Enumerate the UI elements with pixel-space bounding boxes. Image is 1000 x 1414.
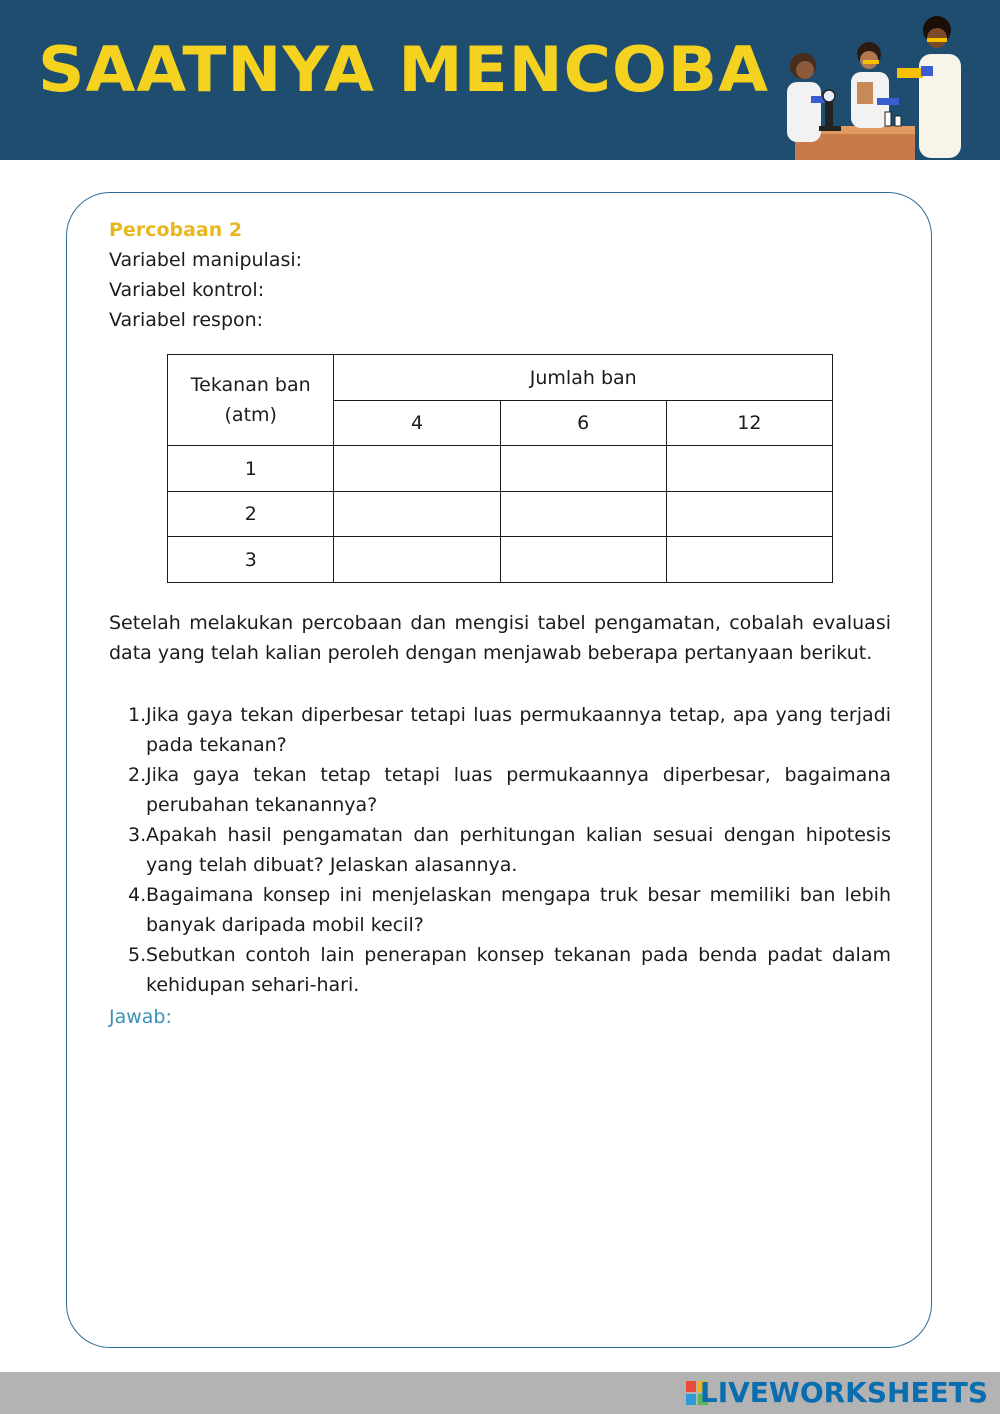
answer-cell[interactable] [666, 537, 832, 583]
table-row [168, 492, 833, 537]
answer-cell[interactable] [500, 492, 666, 537]
column-header: 6 [500, 401, 666, 446]
table-row [168, 537, 833, 583]
instructions-paragraph: Setelah melakukan percobaan dan mengisi tabel pengamatan, cobalah evaluasi data yang telah kalian peroleh dengan menjawab beberapa pertanyaan berikut. [109, 612, 891, 664]
row-header: 3 [168, 537, 334, 583]
question-item: 5. Sebutkan contoh lain penerapan konsep tekanan pada benda padat dalam kehidupan sehari-hari. [128, 944, 891, 996]
question-list [128, 700, 891, 1000]
row-header: 2 [168, 492, 334, 537]
variable-manipulated-label: Variabel manipulasi: [109, 249, 303, 271]
footer-bar [0, 1372, 1000, 1414]
answer-cell[interactable] [334, 537, 500, 583]
header-banner [0, 0, 1000, 160]
question-item: 1. Jika gaya tekan diperbesar tetapi luas permukaannya tetap, apa yang terjadi pada tekanan? [128, 704, 891, 756]
page-title: SAATNYA MENCOBA [38, 33, 770, 106]
question-item: 3. Apakah hasil pengamatan dan perhitungan kalian sesuai dengan hipotesis yang telah dibuat? Jelaskan alasannya. [128, 824, 891, 876]
column-header: 4 [334, 401, 500, 446]
answer-cell[interactable] [334, 446, 500, 492]
pressure-header-line1: Tekanan ban [190, 374, 311, 396]
experiment-title: Percobaan 2 [109, 219, 243, 241]
answer-cell[interactable] [334, 492, 500, 537]
question-item: 2. Jika gaya tekan tetap tetapi luas permukaannya diperbesar, bagaimana perubahan tekanannya? [128, 764, 891, 816]
variable-controlled-label: Variabel kontrol: [109, 279, 265, 301]
brand-name: LIVEWORKSHEETS [699, 1376, 988, 1409]
tire-count-header: Jumlah ban [334, 355, 833, 401]
pressure-header-cell [168, 355, 334, 446]
answer-cell[interactable] [500, 446, 666, 492]
column-header: 12 [666, 401, 832, 446]
pressure-header-line2: (atm) [224, 404, 277, 426]
variable-response-label: Variabel respon: [109, 309, 264, 331]
answer-label: Jawab: [109, 1006, 172, 1028]
question-item: 4. Bagaimana konsep ini menjelaskan mengapa truk besar memiliki ban lebih banyak daripada mobil kecil? [128, 884, 891, 936]
table-row [168, 446, 833, 492]
scientists-illustration [765, 8, 990, 160]
answer-cell[interactable] [666, 446, 832, 492]
answer-cell[interactable] [666, 492, 832, 537]
row-header: 1 [168, 446, 334, 492]
observation-table [167, 354, 833, 583]
answer-cell[interactable] [500, 537, 666, 583]
